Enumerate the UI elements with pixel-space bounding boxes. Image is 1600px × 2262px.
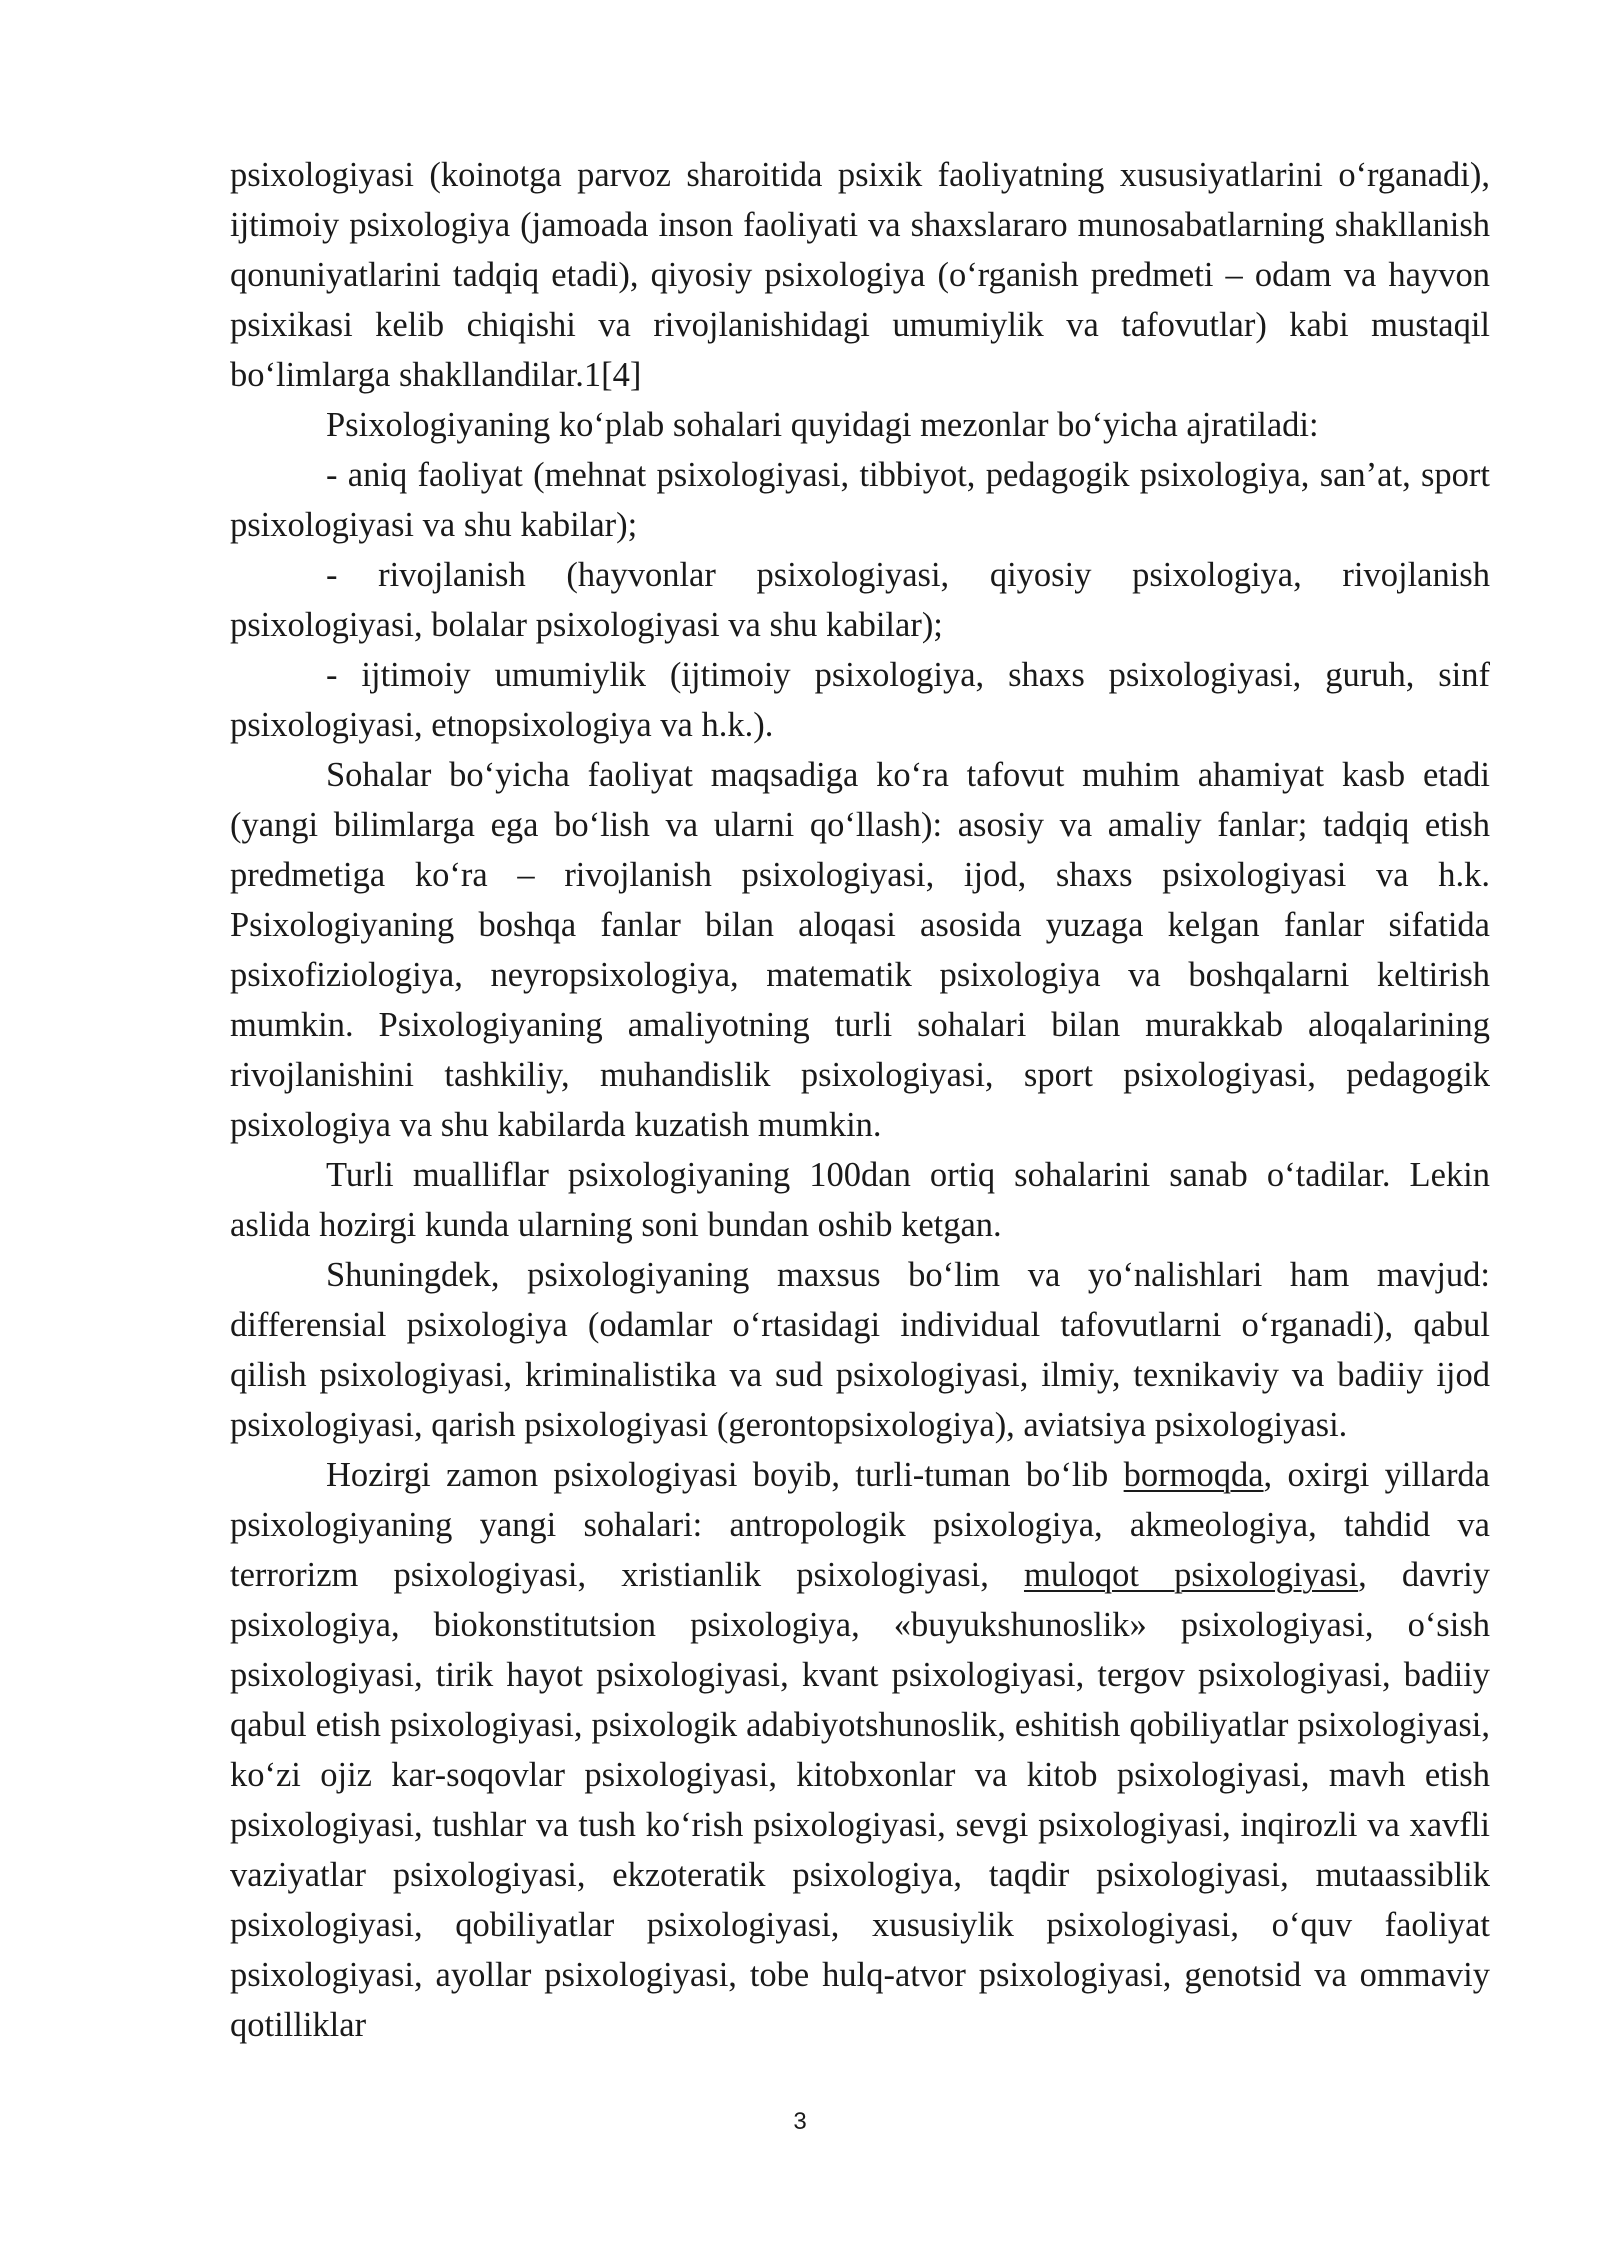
paragraph-9 [230,1450,1490,2050]
page-number: 3 [793,2108,807,2135]
link-bormoqda[interactable]: bormoqda [1123,1456,1264,1494]
page-body [230,150,1490,2050]
paragraph-5: - ijtimoiy umumiylik (ijtimoiy psixologiya, shaxs psixologiyasi, guruh, sinf psixologiyasi, etnopsixologiya va h.k.). [230,656,1490,744]
link-muloqot-psixologiyasi[interactable]: muloqot psixologiyasi [1023,1556,1359,1594]
paragraph-4: - rivojlanish (hayvonlar psixologiyasi, qiyosiy psixologiya, rivojlanish psixologiyasi, bolalar psixologiyasi va shu kabilar); [230,556,1490,644]
paragraph-6: Sohalar bo‘yicha faoliyat maqsadiga ko‘ra tafovut muhim ahamiyat kasb etadi (yangi bilimlarga ega bo‘lish va ularni qo‘llash): asosiy va amaliy fanlar; tadqiq etish predmetiga ko‘ra – rivojlanish psixologiyasi, ijod, shaxs psixologiyasi va h.k. Psixologiyaning boshqa fanlar bilan aloqasi asosida yuzaga kelgan fanlar sifatida psixofiziologiya, neyropsixologiya, matematik psixologiya va boshqalarni keltirish mumkin. Psixologiyaning amaliyotning turli sohalari bilan murakkab aloqalarining rivojlanishini tashkiliy, muhandislik psixologiyasi, sport psixologiyasi, pedagogik psixologiya va shu kabilarda kuzatish mumkin. [230,756,1490,1144]
paragraph-9-text-2: , oxirgi yillarda psixologiyaning yangi sohalari: antropologik psixologiya, akmeologiya, tahdid va terrorizm psixologiyasi, xristianlik psixologiyasi, [230,1456,1490,1594]
paragraph-7: Turli mualliflar psixologiyaning 100dan ortiq sohalarini sanab o‘tadilar. Lekin aslida hozirgi kunda ularning soni bundan oshib ketgan. [230,1156,1490,1244]
paragraph-9-text-3: , davriy psixologiya, biokonstitutsion psixologiya, «buyukshunoslik» psixologiyasi, o‘sish psixologiyasi, tirik hayot psixologiyasi, kvant psixologiyasi, tergov psixologiyasi, badiiy qabul etish psixologiyasi, psixologik adabiyotshunoslik, eshitish qobiliyatlar psixologiyasi, ko‘zi ojiz kar-soqovlar psixologiyasi, kitobxonlar va kitob psixologiyasi, mavh etish psixologiyasi, tushlar va tush ko‘rish psixologiyasi, sevgi psixologiyasi, inqirozli va xavfli vaziyatlar psixologiyasi, ekzoteratik psixologiya, taqdir psixologiyasi, mutaassiblik psixologiyasi, qobiliyatlar psixologiyasi, xususiylik psixologiyasi, o‘quv faoliyat psixologiyasi, ayollar psixologiyasi, tobe hulq-atvor psixologiyasi, genotsid va ommaviy qotilliklar [230,1556,1491,2044]
paragraph-1: psixologiyasi (koinotga parvoz sharoitida psixik faoliyatning xususiyatlarini o‘rganadi), ijtimoiy psixologiya (jamoada inson faoliyati va shaxslararo munosabatlarning shakllanish qonuniyatlarini tadqiq etadi), qiyosiy psixologiya (o‘rganish predmeti – odam va hayvon psixikasi kelib chiqishi va rivojlanishidagi umumiylik va tafovutlar) kabi mustaqil bo‘limlarga shakllandilar.1[4] [230,156,1490,394]
paragraph-8: Shuningdek, psixologiyaning maxsus bo‘lim va yo‘nalishlari ham mavjud: differensial psixologiya (odamlar o‘rtasidagi individual tafovutlarni o‘rganadi), qabul qilish psixologiyasi, kriminalistika va sud psixologiyasi, ilmiy, texnikaviy va badiiy ijod psixologiyasi, qarish psixologiyasi (gerontopsixologiya), aviatsiya psixologiyasi. [230,1256,1490,1444]
paragraph-2: Psixologiyaning ko‘plab sohalari quyidagi mezonlar bo‘yicha ajratiladi: [326,406,1319,444]
paragraph-3: - aniq faoliyat (mehnat psixologiyasi, tibbiyot, pedagogik psixologiya, san’at, sport psixologiyasi va shu kabilar); [230,456,1490,544]
paragraph-9-text-1: Hozirgi zamon psixologiyasi boyib, turli-tuman bo‘lib [326,1456,1124,1494]
